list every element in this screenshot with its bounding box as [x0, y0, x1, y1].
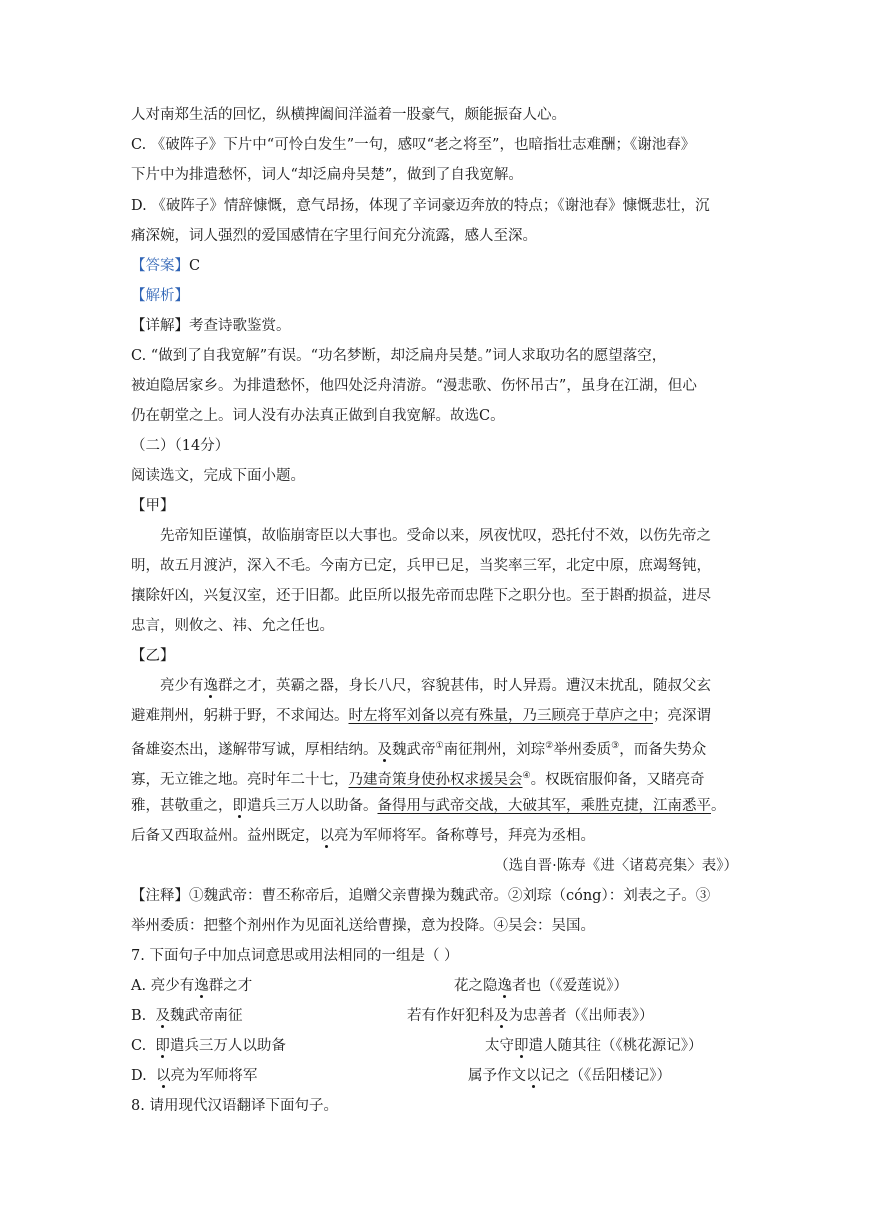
text-run: A. 亮少有: [131, 978, 195, 994]
dotted-word: 逸: [203, 678, 218, 694]
passage-jia-line-1: 先帝知臣谨慎，故临崩寄臣以大事也。受命以来，夙夜忧叹，恐托付不效，以伤先帝之: [160, 528, 711, 544]
dotted-word: 逸: [194, 978, 209, 994]
option-b-left: [131, 1006, 242, 1026]
passage-yi-line-4: [131, 766, 705, 790]
text-run: 亮为军师将军: [170, 1068, 258, 1084]
passage-jia-line-3: 攘除奸凶，兴复汉室，还于旧都。此臣所以报先帝而忠陛下之职分也。至于斟酌损益，进尽: [131, 588, 711, 604]
text-run: 若有作奸犯科: [407, 1008, 494, 1024]
text-run: 南征荆州，刘琮: [443, 741, 546, 758]
text-run: 魏武帝: [392, 741, 436, 758]
underlined-sentence: 备得用与武帝交战，大破其军，乘胜克捷，江南悉平: [377, 798, 711, 814]
notes-tag: 【注释】: [131, 888, 189, 904]
option-b-right: [407, 1006, 654, 1026]
text-run: 遣人随其往（《桃花源记》）: [528, 1038, 703, 1054]
text-line: 人对南郑生活的回忆，纵横捭阖间洋溢着一股豪气，颇能振奋人心。: [131, 107, 566, 123]
notes-line-2: 举州委质：把整个剂州作为见面礼送给曹操，意为投降。④吴会：吴国。: [131, 918, 595, 934]
passage-yi-line-1: [160, 676, 711, 696]
option-d-left: [131, 1066, 257, 1086]
option-d-right: [468, 1066, 671, 1086]
text-run: 遣兵三万人以助备。: [247, 798, 378, 814]
text-run: 魏武帝南征: [169, 1008, 243, 1024]
dotted-word: 及: [155, 1008, 170, 1024]
explanation-line-3: 仍在朝堂之上。词人没有办法真正做到自我宽解。故选C。: [131, 408, 505, 424]
passage-jia-line-2: 明，故五月渡泸，深入不毛。今南方已定，兵甲已足，当奖率三军，北定中原，庶竭驽钝，: [131, 558, 711, 574]
notes-text: ①魏武帝：曹丕称帝后，追赠父亲曹操为魏武帝。②刘琮（cóng）：刘表之子。③: [189, 888, 711, 904]
dotted-word: 及: [377, 741, 392, 758]
passage-yi-line-3: [131, 736, 706, 760]
passage-yi-line-2: [131, 706, 711, 726]
passage-jia-line-4: 忠言，则攸之、祎、允之任也。: [131, 618, 334, 634]
dotted-word: 以: [319, 828, 334, 844]
text-run: 记之（《岳阳楼记》）: [540, 1068, 671, 1084]
answer-value: C: [189, 258, 201, 274]
dotted-word: 即: [514, 1038, 529, 1054]
question-7: 7. 下面句子中加点词意思或用法相同的一组是（ ）: [131, 948, 459, 964]
option-c-line-2: 下片中为排遣愁怀，词人“却泛扁舟吴楚”，做到了自我宽解。: [131, 167, 523, 183]
text-run: 亮少有: [160, 678, 204, 694]
analysis-tag: 【解析】: [131, 288, 189, 304]
text-run: 举州委质: [553, 741, 612, 758]
notes-line-1: [131, 886, 710, 906]
dotted-word: 以: [155, 1068, 171, 1084]
text-run: 群之才: [208, 978, 253, 994]
option-c-left: [131, 1036, 286, 1056]
text-run: D.: [131, 1068, 156, 1084]
text-run: 为忠善者（《出师表》）: [508, 1008, 654, 1024]
explanation-line-2: 被迫隐居家乡。为排遣愁怀，他四处泛舟清游。“漫悲歌、伤怀吊古”，虽身在江湖，但心: [131, 378, 697, 394]
answer-line: [131, 256, 200, 276]
text-run: ，而备失势众: [619, 741, 707, 758]
dotted-word: 即: [155, 1038, 170, 1054]
option-d-line-1: D. 《破阵子》情辞慷慨，意气昂扬，体现了辛词豪迈奔放的特点；《谢池春》慷慨悲壮，沉: [131, 198, 710, 214]
text-run: 。: [711, 798, 726, 814]
option-a-left: [131, 976, 252, 996]
text-run: 备雄姿杰出，遂解带写诚，厚相结纳。: [131, 741, 378, 758]
footnote-mark: ④: [522, 771, 531, 781]
text-run: C.: [131, 1038, 156, 1054]
dotted-word: 及: [494, 1008, 509, 1024]
passage-jia-tag: 【甲】: [131, 498, 175, 514]
text-run: 雅，甚敬重之，: [131, 798, 233, 814]
underlined-sentence: 时左将军刘备以亮有殊量，乃三顾亮于草庐之中: [348, 708, 653, 724]
detail-text: 考查诗歌鉴赏。: [189, 318, 291, 334]
footnote-mark: ③: [611, 741, 620, 751]
text-run: 。权既宿服仰备，又睹亮奇: [530, 771, 705, 788]
text-run: 寡，无立锥之地。亮时年二十七，: [131, 771, 349, 788]
text-run: 避难荆州，躬耕于野，不求闻达。: [131, 708, 349, 724]
dotted-word: 以: [526, 1068, 541, 1084]
dotted-word: 即: [232, 798, 247, 814]
answer-tag: 【答案】: [131, 258, 189, 274]
text-run: 属予作文: [468, 1068, 526, 1084]
text-run: 花之隐: [454, 978, 498, 994]
option-d-line-2: 痛深婉，词人强烈的爱国感情在字里行间充分流露，感人至深。: [131, 228, 537, 244]
section-heading: （二）（14分）: [131, 438, 230, 454]
option-c-line-1: C. 《破阵子》下片中“可怜白发生”一句，感叹“老之将至”，也暗指壮志难酬；《谢池春》: [131, 137, 696, 153]
text-run: 亮为军师将军。备称尊号，拜亮为丞相。: [334, 828, 595, 844]
text-run: 者也（《爱莲说》）: [512, 978, 628, 994]
detail-tag: 【详解】: [131, 318, 189, 334]
text-run: ；亮深谓: [653, 708, 711, 724]
explanation-line-1: C. “做到了自我宽解”有误。“功名梦断，却泛扁舟吴楚。”词人求取功名的愿望落空，: [131, 348, 667, 364]
source-citation: （选自晋·陈寿《进〈诸葛亮集〉表》）: [494, 858, 738, 874]
text-run: 遣兵三万人以助备: [169, 1038, 286, 1054]
text-run: 太守: [485, 1038, 514, 1054]
underlined-sentence: 乃建奇策身使孙权求援吴会: [348, 771, 523, 788]
text-run: B.: [131, 1008, 156, 1024]
passage-yi-tag: 【乙】: [131, 648, 175, 664]
option-c-right: [485, 1036, 703, 1056]
passage-yi-line-5: [131, 796, 726, 816]
option-a-right: [454, 976, 628, 996]
dotted-word: 逸: [497, 978, 512, 994]
passage-yi-line-6: [131, 826, 595, 846]
instruction-line: 阅读选文，完成下面小题。: [131, 468, 305, 484]
footnote-mark: ②: [545, 741, 554, 751]
footnote-mark: ①: [435, 741, 444, 751]
question-8: 8. 请用现代汉语翻译下面句子。: [131, 1098, 338, 1114]
detail-line: [131, 316, 291, 336]
text-run: 后备又西取益州。益州既定，: [131, 828, 320, 844]
text-run: 群之才，英霸之器，身长八尺，容貌甚伟，时人异焉。遭汉末扰乱，随叔父玄: [218, 678, 711, 694]
